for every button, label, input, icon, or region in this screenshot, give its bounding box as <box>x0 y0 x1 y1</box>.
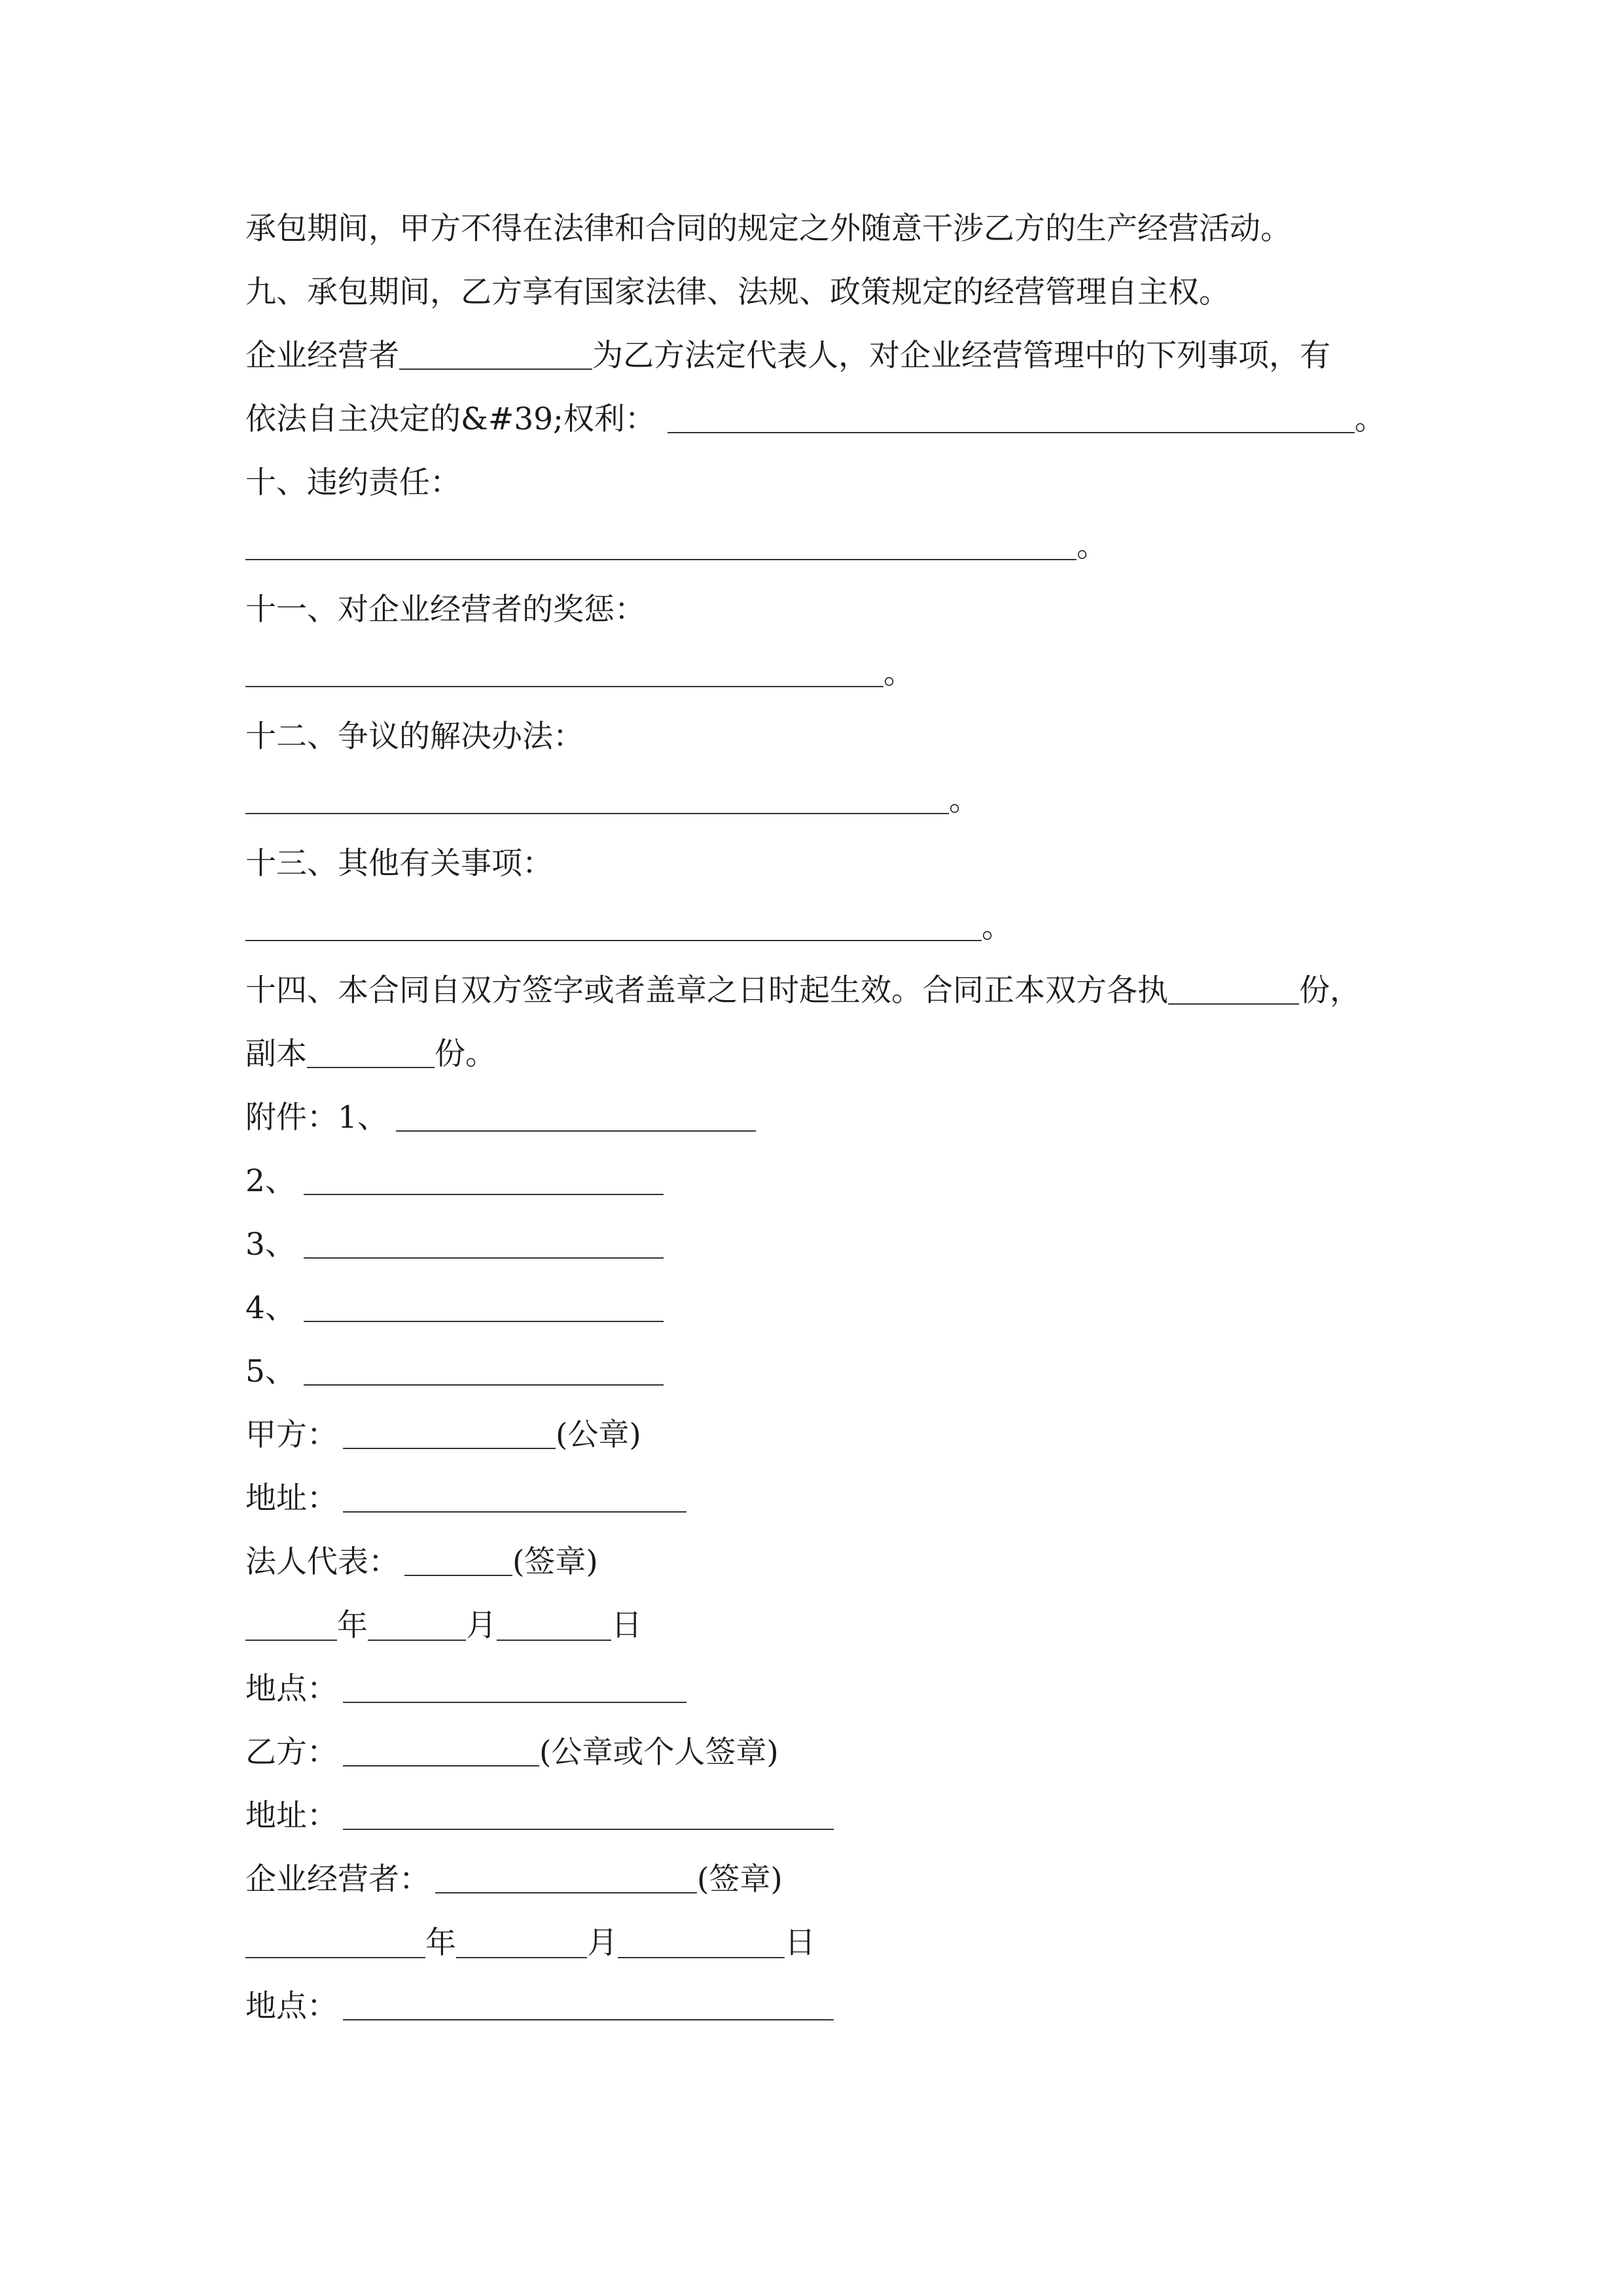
clause-9-rights-line <box>245 393 1385 446</box>
legal-representative-seal-note: (签章) <box>512 1544 598 1580</box>
party-b-line <box>245 1727 779 1779</box>
party-a-address-label: 地址： <box>245 1480 338 1516</box>
attachment-line <box>245 1282 664 1335</box>
clause-14-copies-line <box>245 1028 496 1081</box>
party-b-address-line <box>245 1790 834 1842</box>
party-a-place-line <box>245 1663 687 1715</box>
attachment-number: 2、 <box>245 1163 296 1199</box>
clause-9-text: 九、承包期间，乙方享有国家法律、法规、政策规定的经营管理自主权。 <box>245 274 1230 310</box>
party-b-day-blank[interactable] <box>618 1957 785 1958</box>
clause-14-text: 十四、本合同自双方签字或者盖章之日时起生效。合同正本双方各执 <box>245 973 1168 1009</box>
attachment-number: 1、 <box>338 1100 388 1136</box>
attachment-line <box>245 1219 664 1271</box>
clause-11-heading <box>245 584 645 636</box>
party-a-address-blank[interactable] <box>343 1511 687 1513</box>
breach-liability-heading: 十、违约责任： <box>245 465 461 501</box>
enterprise-operator-seal-note: (签章) <box>697 1861 783 1897</box>
party-b-address-blank[interactable] <box>343 1829 834 1830</box>
rewards-penalties-heading: 十一、对企业经营者的奖惩： <box>245 592 645 628</box>
day-label: 日 <box>785 1925 815 1961</box>
attachment-blank[interactable] <box>304 1194 664 1195</box>
attachment-number: 3、 <box>245 1227 296 1263</box>
clause-11-blank-line <box>245 647 914 700</box>
party-b-place-label: 地点： <box>245 1988 338 2024</box>
month-label: 月 <box>587 1925 618 1961</box>
clause-12-heading <box>245 711 584 763</box>
party-a-name-blank[interactable] <box>343 1448 556 1449</box>
party-b-label: 乙方： <box>245 1734 338 1770</box>
period: 。 <box>883 655 914 691</box>
party-a-year-blank[interactable] <box>245 1640 337 1641</box>
rewards-penalties-blank[interactable] <box>245 686 883 687</box>
other-matters-heading: 十三、其他有关事项： <box>245 846 553 882</box>
party-b-month-blank[interactable] <box>456 1957 587 1958</box>
party-a-address-line <box>245 1473 687 1525</box>
party-a-place-label: 地点： <box>245 1671 338 1707</box>
clause-12-blank-line <box>245 774 980 827</box>
clause-text-line <box>245 203 1291 255</box>
enterprise-operator-label: 企业经营者： <box>245 1861 430 1897</box>
party-b-seal-note: (公章或个人签章) <box>539 1734 779 1770</box>
copies-unit: 份。 <box>435 1036 496 1072</box>
clause-9-line <box>245 266 1230 319</box>
clause-14-line <box>245 965 1361 1017</box>
original-copies-blank[interactable] <box>1168 1003 1299 1005</box>
breach-liability-blank[interactable] <box>245 559 1077 560</box>
copies-unit: 份， <box>1299 973 1361 1009</box>
attachment-number: 4、 <box>245 1290 296 1326</box>
year-label: 年 <box>425 1925 456 1961</box>
attachments-label: 附件： <box>245 1100 338 1136</box>
attachment-line <box>245 1155 664 1208</box>
attachment-number: 5、 <box>245 1354 296 1390</box>
party-b-year-blank[interactable] <box>245 1957 425 1958</box>
clause-13-heading <box>245 838 553 890</box>
duplicate-label: 副本 <box>245 1036 307 1072</box>
period: 。 <box>1077 528 1107 564</box>
attachment-blank[interactable] <box>304 1321 664 1322</box>
legal-representative-label: 法人代表： <box>245 1544 399 1580</box>
period: 。 <box>1354 401 1385 437</box>
attachment-blank[interactable] <box>396 1130 756 1132</box>
period: 。 <box>949 782 980 818</box>
clause-10-heading <box>245 457 461 509</box>
operator-label: 企业经营者 <box>245 338 399 374</box>
operator-role-text: 为乙方法定代表人，对企业经营管理中的下列事项，有 <box>592 338 1330 374</box>
party-b-operator-line <box>245 1854 783 1906</box>
clause-8-continuation: 承包期间，甲方不得在法律和合同的规定之外随意干涉乙方的生产经营活动。 <box>245 211 1291 247</box>
enterprise-operator-blank[interactable] <box>435 1892 697 1893</box>
party-b-place-line <box>245 1981 834 2033</box>
party-a-date-line <box>245 1600 642 1652</box>
party-b-address-label: 地址： <box>245 1798 338 1834</box>
party-a-label: 甲方： <box>245 1417 338 1453</box>
attachment-line <box>245 1346 664 1398</box>
party-b-name-blank[interactable] <box>343 1765 539 1767</box>
attachment-line <box>245 1092 756 1144</box>
party-a-place-blank[interactable] <box>343 1702 687 1703</box>
clause-13-blank-line <box>245 901 1012 954</box>
attachment-blank[interactable] <box>304 1384 664 1386</box>
party-a-day-blank[interactable] <box>497 1640 611 1641</box>
clause-9-operator-line <box>245 330 1330 382</box>
other-matters-blank[interactable] <box>245 940 982 941</box>
month-label: 月 <box>466 1607 497 1643</box>
party-a-month-blank[interactable] <box>368 1640 466 1641</box>
party-a-representative-line <box>245 1536 598 1588</box>
dispute-resolution-heading: 十二、争议的解决办法： <box>245 719 584 755</box>
legal-representative-blank[interactable] <box>404 1575 512 1576</box>
party-a-seal-note: (公章) <box>556 1417 641 1453</box>
rights-blank[interactable] <box>668 432 1355 433</box>
year-label: 年 <box>337 1607 368 1643</box>
duplicate-copies-blank[interactable] <box>307 1067 435 1068</box>
clause-10-blank-line <box>245 520 1107 573</box>
dispute-resolution-blank[interactable] <box>245 813 949 814</box>
day-label: 日 <box>611 1607 642 1643</box>
attachment-blank[interactable] <box>304 1257 664 1259</box>
operator-name-blank[interactable] <box>399 368 592 370</box>
rights-label: 依法自主决定的&#39;权利： <box>245 401 656 437</box>
period: 。 <box>982 909 1012 945</box>
party-b-place-blank[interactable] <box>343 2019 834 2020</box>
party-a-line <box>245 1409 641 1462</box>
party-b-date-line <box>245 1917 815 1969</box>
